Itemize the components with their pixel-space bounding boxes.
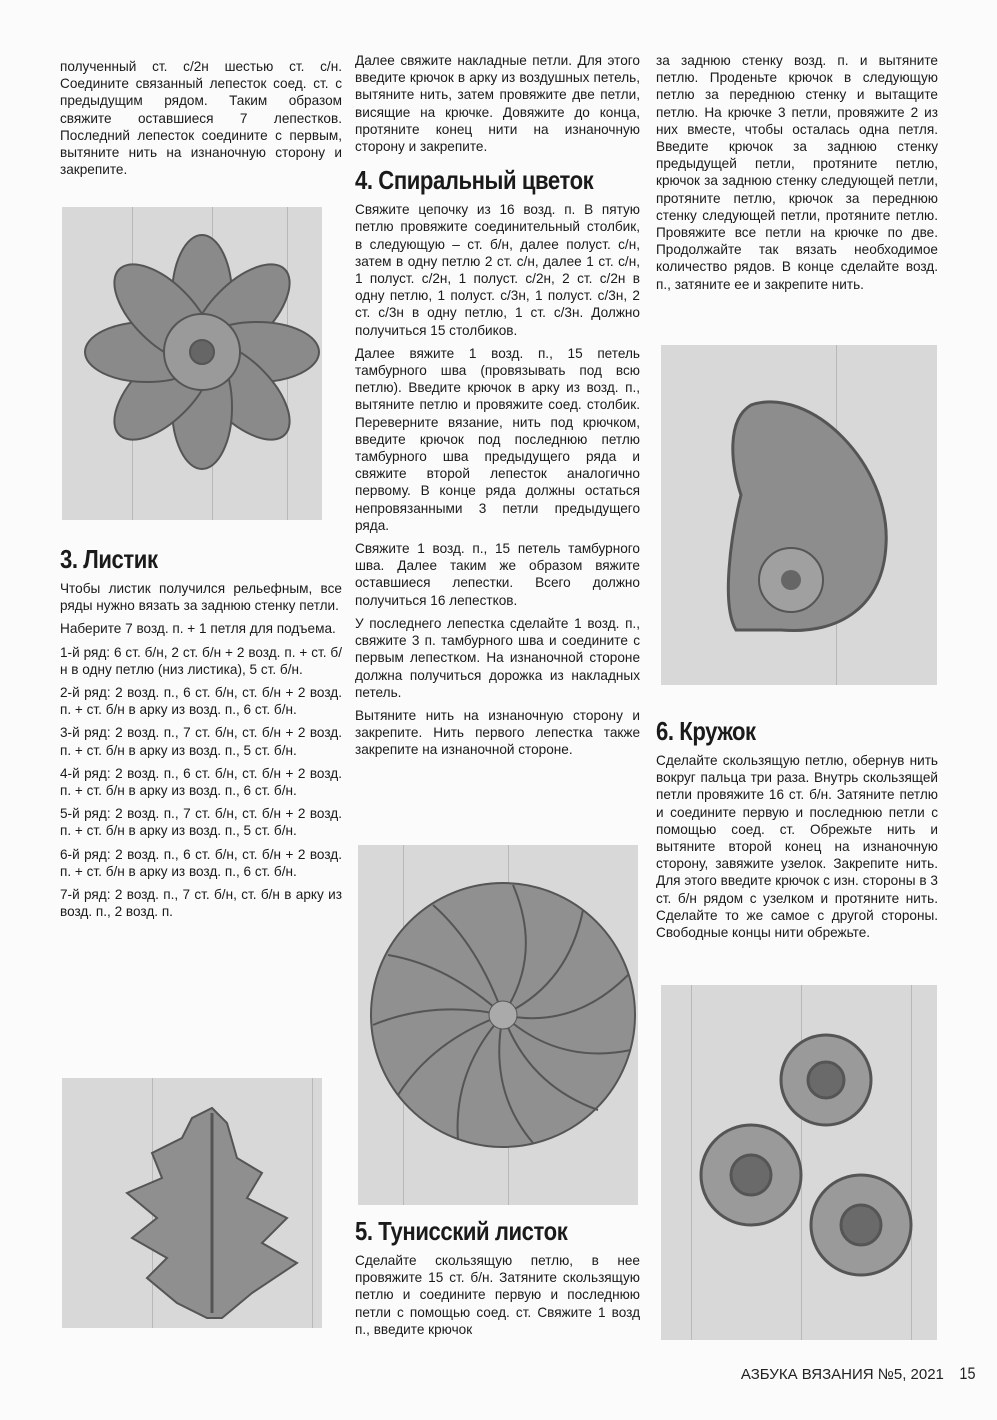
crochet-circles-image	[661, 985, 937, 1340]
row-1: 1-й ряд: 6 ст. б/н, 2 ст. б/н + 2 возд. п. + ст. б/н в одну петлю (низ листика), 5 ст. б/н.	[60, 644, 342, 677]
page-footer	[741, 1364, 977, 1384]
column-middle	[355, 52, 640, 765]
col2-intro: Далее свяжите накладные петли. Для этого введите крючок в арку из воздушных петель, вытяните нить, затем провяжите две петли, висящие на крючке. Довяжите до конца, протяните конец нити на изнаночную сторону и закрепите.	[355, 53, 640, 155]
col3-intro: за заднюю стенку возд. п. и вытяните петлю. Проденьте крючок в следующую петлю за переднюю стенку и вытащите петлю. На крючке 3 петли, провяжите 2 из них вместе, чтобы осталась одна петля. Введите крючок за заднюю стенку предыдущей петли, протяните петлю, крючок за заднюю стенку следующей петли, протяните петлю, крючок за переднюю стенку следующей петли, протяните петлю. Провяжите все петли на крючке по две. Продолжайте так вязать необходимое количество рядов. В конце сделайте возд. п., затяните ее и закрепите нить.	[656, 53, 938, 292]
crochet-spiral-image	[358, 845, 638, 1205]
row-5: 5-й ряд: 2 возд. п., 7 ст. б/н, ст. б/н + 2 возд. п. + ст. б/н в арку из возд. п., 5 ст. б/н.	[60, 806, 342, 839]
section-6-p1: Сделайте скользящую петлю, обернув нить вокруг пальца три раза. Внутрь скользящей петли провяжите 16 ст. б/н. Затяните петлю и соедините первую и последнюю петли с помощью соед. ст. Обрежьте нить и вытяните второй конец на изнаночную сторону, завяжите узелок. Закрепите нить. Для этого введите крючок с изн. стороны в 3 ст. б/н рядом с узелком и протяните нить. Сделайте то же самое с другой стороны. Свободные концы нити обрежьте.	[656, 753, 938, 941]
section-4-p1: Свяжите цепочку из 16 возд. п. В пятую петлю провяжите соединительный столбик, в следующую – ст. б/н, далее полуст. с/н, затем в одну петлю 2 ст. с/н, далее 1 ст. с/н, 1 полуст. с/2н, 1 полуст. с/2н, 2 ст. с/2н в одну петлю, 1 полуст. с/3н, 1 полуст. с/3н, 2 ст. с/3н в одну петлю, 1 ст. с/3н. Должно получиться 15 столбиков.	[355, 202, 640, 338]
row-2: 2-й ряд: 2 возд. п., 6 ст. б/н, ст. б/н + 2 возд. п. + ст. б/н в арку из возд. п., 6 ст. б/н.	[60, 685, 342, 718]
section-5-p1: Сделайте скользящую петлю, в нее провяжите 15 ст. б/н. Затяните скользящую петлю и соедините первую и последнюю петли с помощью соед. ст. Свяжите 1 возд п., введите крючок	[355, 1253, 640, 1337]
section-5-title: 5. Тунисский листок	[355, 1216, 568, 1246]
crochet-tunisian-leaf-image	[661, 345, 937, 685]
section-5	[355, 1216, 640, 1344]
section-3-p1: Чтобы листик получился рельефным, все ряды нужно вязать за заднюю стенку петли.	[60, 581, 342, 614]
photo-circles	[661, 985, 937, 1340]
section-3	[60, 544, 342, 926]
page-number: 15	[959, 1364, 976, 1383]
section-6-title: 6. Кружок	[656, 716, 756, 746]
section-6	[656, 716, 938, 947]
row-6: 6-й ряд: 2 возд. п., 6 ст. б/н, ст. б/н + 2 возд. п. + ст. б/н в арку из возд. п., 6 ст. б/н.	[60, 846, 342, 879]
row-4: 4-й ряд: 2 возд. п., 6 ст. б/н, ст. б/н + 2 возд. п. + ст. б/н в арку из возд. п., 6 ст. б/н.	[60, 765, 342, 799]
photo-leaf	[62, 1078, 322, 1328]
col1-intro: полученный ст. с/2н шестью ст. с/н. Соедините связанный лепесток соед. ст. с предыдущим рядом. Таким образом свяжите оставшиеся 7 лепестков. Последний лепесток соедините с первым, вытяните нить на изнаночную сторону и закрепите.	[60, 59, 342, 178]
section-4-p3: Свяжите 1 возд. п., 15 петель тамбурного шва. Далее таким же образом вяжите оставшиеся лепестки. Всего должно получиться 16 лепестков.	[355, 541, 640, 608]
section-4-p4: У последнего лепестка сделайте 1 возд. п., свяжите 3 п. тамбурного шва и соедините с первым лепестком. На изнаночной стороне должна получиться дорожка из накладных петель.	[355, 615, 640, 700]
photo-spiral-flower	[358, 845, 638, 1205]
section-3-p2: Наберите 7 возд. п. + 1 петля для подъема.	[60, 621, 336, 637]
crochet-flower-image	[62, 207, 322, 520]
row-7: 7-й ряд: 2 возд. п., 7 ст. б/н, ст. б/н в арку из возд. п., 2 возд. п.	[60, 887, 342, 920]
crochet-leaf-image	[62, 1078, 322, 1328]
column-left	[60, 58, 342, 184]
section-3-title: 3. Листик	[60, 544, 158, 574]
photo-tunisian-leaf	[661, 345, 937, 685]
photo-flower	[62, 207, 322, 520]
section-4-p5: Вытяните нить на изнаночную сторону и закрепите. Нить первого лепестка также закрепите на изнаночной стороне.	[355, 707, 640, 758]
section-4-p2: Далее вяжите 1 возд. п., 15 петель тамбурного шва (провязывать под всю петлю). Введите крючок в арку из возд. п., вытяните петлю и провяжите соед. столбик. Переверните вязание, нить под крючком, введите крючок под последнюю петлю тамбурного шва предыдущего ряда и свяжите второй лепесток аналогично первому. В конце ряда должны остаться непровязанными 3 петли предыдущего ряда.	[355, 345, 640, 533]
column-right	[656, 52, 938, 299]
section-4-title: 4. Спиральный цветок	[355, 165, 594, 196]
magazine-title: АЗБУКА ВЯЗАНИЯ №5, 2021	[740, 1366, 944, 1383]
row-3: 3-й ряд: 2 возд. п., 7 ст. б/н, ст. б/н + 2 возд. п. + ст. б/н в арку из возд. п., 5 ст. б/н.	[60, 725, 342, 758]
